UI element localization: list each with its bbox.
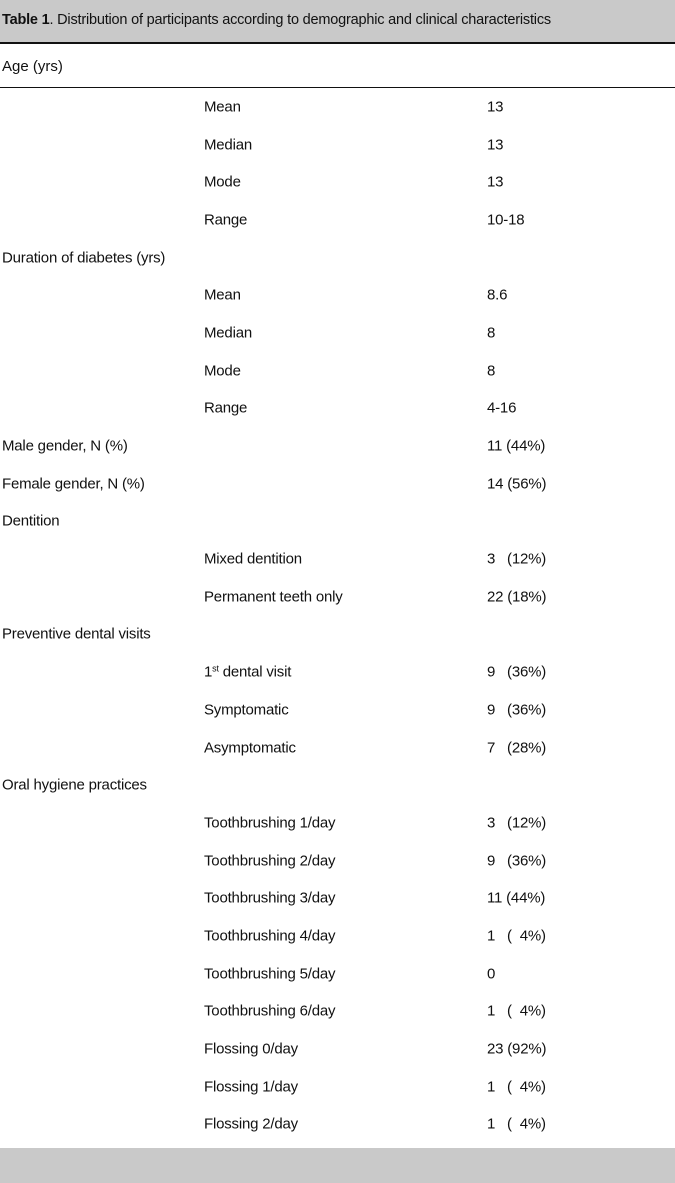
row-value: 1 ( 4%) <box>487 1078 546 1096</box>
table-row <box>0 842 675 880</box>
row-item-label: Flossing 1/day <box>204 1078 298 1096</box>
row-value: 13 <box>487 98 504 116</box>
table-row <box>0 352 675 390</box>
table-row <box>0 917 675 955</box>
row-value: 1 ( 4%) <box>487 1002 546 1020</box>
table-row <box>0 879 675 917</box>
row-item-ordinal: st <box>212 663 219 674</box>
row-value: 11 (44%) <box>487 889 546 907</box>
row-group-label: Female gender, N (%) <box>2 475 145 493</box>
row-item-label: Permanent teeth only <box>204 588 343 606</box>
table-row <box>0 465 675 503</box>
table-header-label: Age (yrs) <box>2 58 63 75</box>
table-footer-band <box>0 1148 675 1183</box>
row-item-label: Mean <box>204 286 241 304</box>
table-body <box>0 88 675 1143</box>
table-row <box>0 729 675 767</box>
row-value: 4-16 <box>487 399 517 417</box>
table-row <box>0 993 675 1031</box>
row-value: 9 (36%) <box>487 852 547 870</box>
table-row <box>0 314 675 352</box>
table-caption-text: . Distribution of participants according to demographic and clinical characteristics <box>49 12 551 28</box>
table-row <box>0 653 675 691</box>
table-caption <box>0 0 675 44</box>
row-value: 14 (56%) <box>487 475 547 493</box>
table-row <box>0 503 675 541</box>
table-row <box>0 691 675 729</box>
row-value: 8 <box>487 362 496 380</box>
table-row <box>0 126 675 164</box>
row-value: 3 (12%) <box>487 550 547 568</box>
table-row <box>0 540 675 578</box>
table-row <box>0 1106 675 1144</box>
row-item-label <box>204 664 291 681</box>
table-row <box>0 239 675 277</box>
table-row <box>0 427 675 465</box>
row-item-label: Toothbrushing 3/day <box>204 889 336 907</box>
table-row <box>0 766 675 804</box>
row-value: 23 (92%) <box>487 1040 547 1058</box>
table-row <box>0 578 675 616</box>
row-item-rest: dental visit <box>218 663 292 681</box>
table-caption-label: Table 1 <box>2 12 50 28</box>
row-group-label: Preventive dental visits <box>2 625 151 643</box>
row-value: 9 (36%) <box>487 701 547 719</box>
row-item-label: Mixed dentition <box>204 550 302 568</box>
table-row <box>0 390 675 428</box>
row-group-label: Male gender, N (%) <box>2 437 128 455</box>
table-header-row <box>0 44 675 88</box>
row-value: 0 <box>487 965 496 983</box>
table-row <box>0 163 675 201</box>
row-item-label: Toothbrushing 4/day <box>204 927 336 945</box>
row-item-label: Range <box>204 211 248 229</box>
row-value: 3 (12%) <box>487 814 547 832</box>
row-item-label: Toothbrushing 2/day <box>204 852 336 870</box>
table-row <box>0 616 675 654</box>
table-row <box>0 955 675 993</box>
row-value: 9 (36%) <box>487 663 547 681</box>
row-value: 7 (28%) <box>487 739 547 757</box>
row-item-label: Mean <box>204 98 241 116</box>
row-item-label: Toothbrushing 1/day <box>204 814 336 832</box>
row-item-label: Asymptomatic <box>204 739 296 757</box>
row-group-label: Dentition <box>2 512 60 530</box>
row-value: 13 <box>487 136 504 154</box>
row-item-label: Median <box>204 324 252 342</box>
table-row <box>0 804 675 842</box>
row-item-label: Flossing 2/day <box>204 1115 298 1133</box>
table-row <box>0 276 675 314</box>
row-value: 13 <box>487 173 504 191</box>
row-value: 8.6 <box>487 286 508 304</box>
row-item-label: Median <box>204 136 252 154</box>
table-row <box>0 88 675 126</box>
row-item-label: Toothbrushing 5/day <box>204 965 336 983</box>
row-item-number: 1 <box>204 663 213 681</box>
row-value: 8 <box>487 324 496 342</box>
row-value: 22 (18%) <box>487 588 547 606</box>
row-item-label: Mode <box>204 173 241 191</box>
table-row <box>0 201 675 239</box>
table-row <box>0 1068 675 1106</box>
row-group-label: Duration of diabetes (yrs) <box>2 249 166 267</box>
table-row <box>0 1030 675 1068</box>
row-value: 11 (44%) <box>487 437 546 455</box>
row-item-label: Symptomatic <box>204 701 289 719</box>
row-group-label: Oral hygiene practices <box>2 776 147 794</box>
row-value: 10-18 <box>487 211 525 229</box>
row-item-label: Mode <box>204 362 241 380</box>
row-value: 1 ( 4%) <box>487 1115 546 1133</box>
row-value: 1 ( 4%) <box>487 927 546 945</box>
row-item-label: Toothbrushing 6/day <box>204 1002 336 1020</box>
row-item-label: Flossing 0/day <box>204 1040 298 1058</box>
row-item-label: Range <box>204 399 248 417</box>
